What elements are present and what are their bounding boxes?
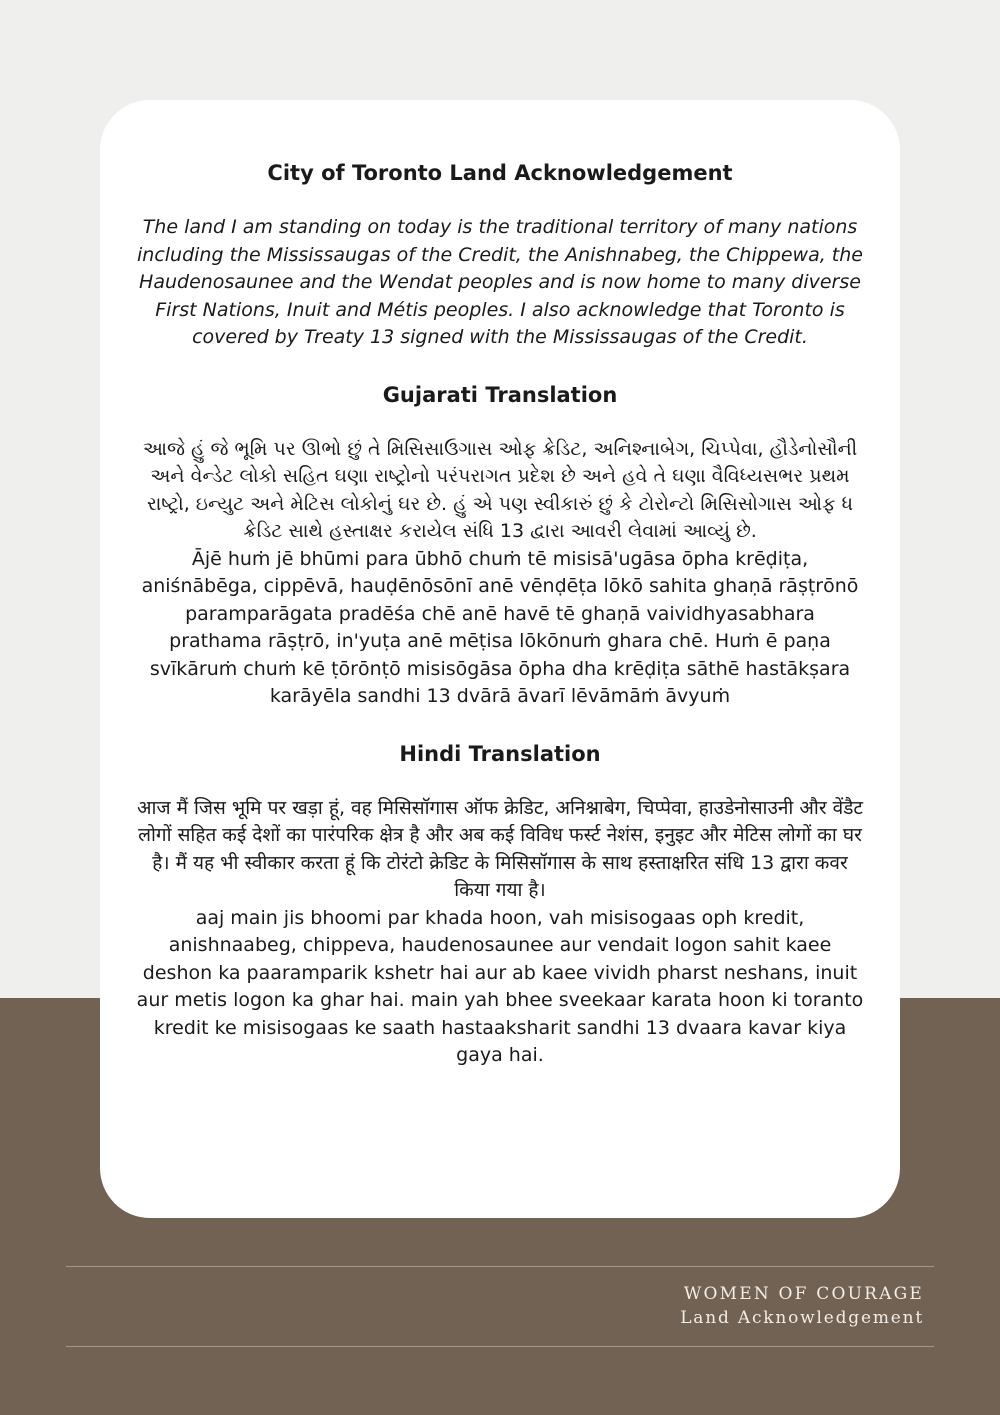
hindi-transliteration: aaj main jis bhoomi par khada hoon, vah misisogaas oph kredit, anishnaabeg, chippeva, haudenosaunee aur vendait logon sahit kaee deshon ka paaramparik kshetr hai aur ab kaee vividh pharst neshans, inuit aur metis logon ka ghar hai. main yah bhee sveekaar karata hoon ki toranto kredit ke misisogaas ke saath hastaaksharit sandhi 13 dvaara kavar kiya gaya hai. <box>136 906 864 1066</box>
acknowledgement-card <box>100 100 900 1218</box>
footer-subtitle: Land Acknowledgement <box>680 1308 924 1328</box>
footer-organization: WOMEN OF COURAGE <box>683 1284 924 1304</box>
footer-divider-bottom <box>66 1346 934 1347</box>
english-acknowledgement: The land I am standing on today is the traditional territory of many nations including the Mississaugas of the Credit, the Anishnabeg, the Chippewa, the Haudenosaunee and the Wendat peoples and is now home to many diverse First Nations, Inuit and Métis peoples. I also acknowledge that Toronto is covered by Treaty 13 signed with the Mississaugas of the Credit. <box>137 216 863 348</box>
footer-block <box>680 1283 924 1331</box>
hindi-text: आज मैं जिस भूमि पर खड़ा हूं, वह मिसिसॉगास ऑफ क्रेडिट, अनिश्नाबेग, चिप्पेवा, हाउडेनोसाउनी और वेंडैट लोगों सहित कई देशों का पारंपरिक क्षेत्र है और अब कई विविध फर्स्ट नेशंस, इनुइट और मेटिस लोगों का घर है। मैं यह भी स्वीकार करता हूं कि टोरंटो क्रेडिट के मिसिसॉगास के साथ हस्ताक्षरित संधि 13 द्वारा कवर किया गया है। <box>137 796 863 901</box>
gujarati-heading: Gujarati Translation <box>382 382 618 407</box>
gujarati-transliteration: Ājē huṁ jē bhūmi para ūbhō chuṁ tē misisā'ugāsa ōpha krēḍiṭa, aniśnābēga, cippēvā, hauḍēnōsōnī anē vēnḍēṭa lōkō sahita ghaṇā rāṣṭrōnō paramparāgata pradēśa chē anē havē tē ghaṇā vaividhyasabhara prathama rāṣṭrō, in'yuṭa anē mēṭisa lōkōnuṁ ghara chē. Huṁ ē paṇa svīkāruṁ chuṁ kē ṭōrōnṭō misisōgāsa ōpha dha krēḍiṭa sāthē hastākṣara karāyēla sandhi 13 dvārā āvarī lēvāmāṁ āvyuṁ <box>141 547 859 707</box>
hindi-heading: Hindi Translation <box>399 741 601 766</box>
page-title: City of Toronto Land Acknowledgement <box>267 161 733 185</box>
gujarati-text: આજે હું જે ભૂમિ પર ઊભો છું તે મિસિસાઉગાસ ઓફ ક્રેડિટ, અનિશ્નાબેગ, ચિપ્પેવા, હૌડેનોસૌની અને વેન્ડેટ લોકો સહિત ઘણા રાષ્ટ્રોનો પરંપરાગત પ્રદેશ છે અને હવે તે ઘણા વૈવિધ્યસભર પ્રથમ રાષ્ટ્રો, ઇન્યુટ અને મેટિસ લોકોનું ઘર છે. હું એ પણ સ્વીકારું છું કે ટોરોન્ટો મિસિસોગાસ ઓફ ધ ક્રેડિટ સાથે હસ્તાક્ષર કરાયેલ સંધિ 13 દ્વારા આવરી લેવામાં આવ્યું છે. <box>142 437 858 542</box>
footer-divider-top <box>66 1266 934 1267</box>
